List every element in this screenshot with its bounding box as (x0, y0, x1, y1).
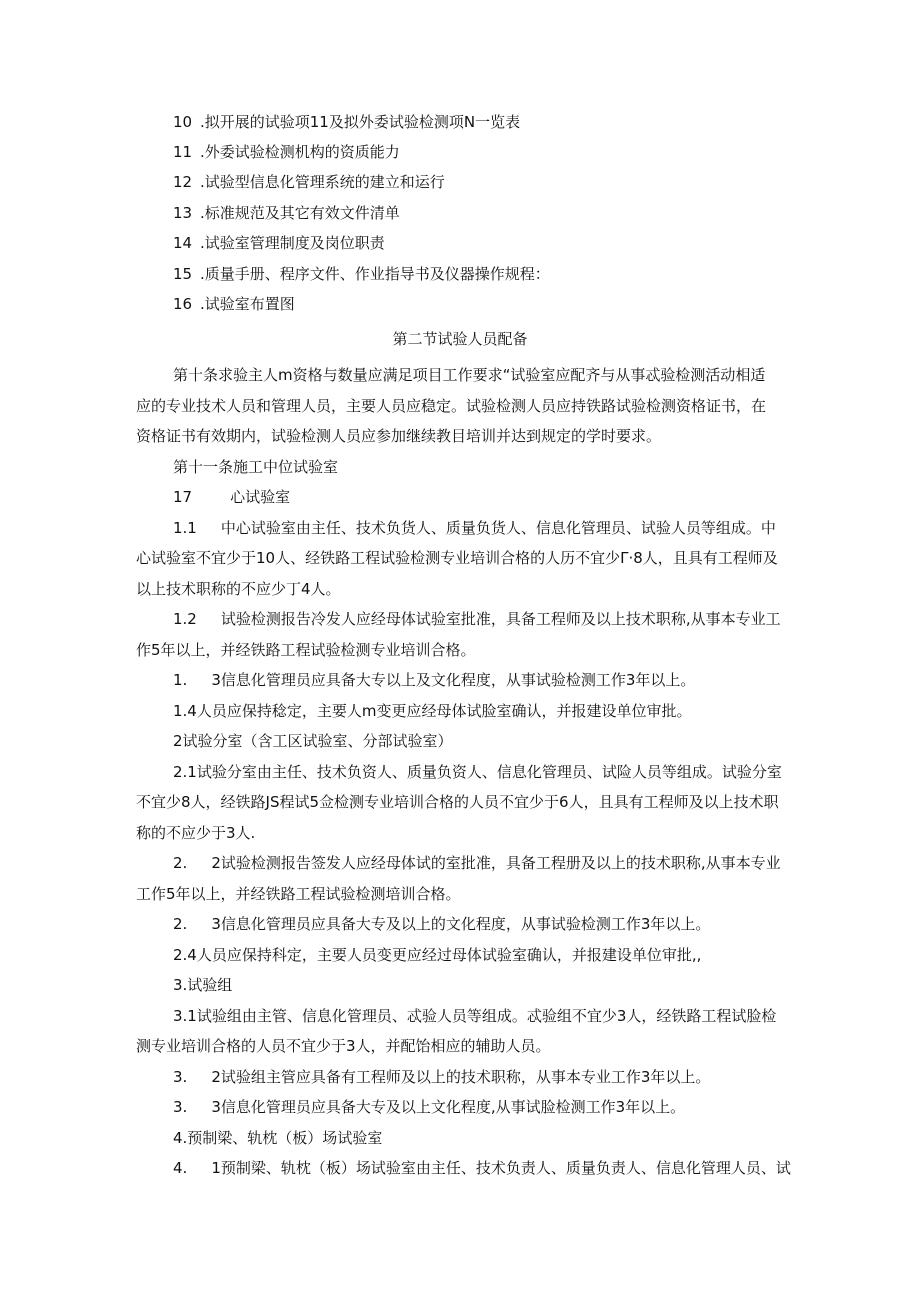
clause-text: 试验检测报告冷发人应经母体试验室批准，具备工程师及以上技术职称,从事本专业工 (220, 610, 781, 628)
section-17-heading (136, 482, 796, 513)
clause-text: 1预制梁、轨枕（板）场试验室由主任、技术负责人、质量负责人、信息化管理人员、试 (211, 1159, 791, 1177)
clause-3-2 (136, 1062, 796, 1093)
list-item-text: .外委试验检测机构的资质能力 (200, 143, 400, 161)
section-heading-text: 心试验室 (230, 488, 291, 506)
section-3-title: 3.试验组 (173, 976, 233, 994)
list-item-text: .试验室管理制度及岗位职责 (200, 234, 385, 252)
paragraph-line (136, 848, 796, 879)
clause-text: 3信息化管理员应具备大专及以上文化程度,从事试脸检测工作3年以上。 (211, 1098, 686, 1116)
list-item-text: .拟开展的试验项11及拟外委试验检测项N一览表 (200, 113, 521, 131)
list-item-number: 16 (173, 295, 193, 313)
clause-number: 3. (173, 1098, 188, 1116)
paragraph-line: 不宜少8人，经铁路JS程试5佥检测专业培训合格的人员不宜少于6人，且具有工程师及以上技术职 (136, 793, 779, 811)
paragraph-line: 第十条求验主人m资格与数量应满足项目工作要求“试验室应配齐与从事忒验检测活动相适 (173, 366, 766, 384)
clause-number: 2. (173, 915, 188, 933)
clause-text: 3信息化管理员应具备大专及以上的文化程度，从事试验检测工作3年以上。 (211, 915, 711, 933)
list-item-number: 12 (173, 173, 193, 191)
list-item-number: 14 (173, 234, 193, 252)
clause-1-2 (136, 604, 796, 665)
paragraph-line (136, 513, 796, 544)
clause-2-4: 2.4人员应保持科定，主要人员变更应经过母体试验室确认，并报建设单位审批,, (173, 945, 702, 964)
list-item-text: .试验室布置图 (200, 295, 295, 313)
clause-number: 2. (173, 854, 188, 872)
clause-text: 2试验检测报告签发人应经母体试的室批准，具备工程册及以上的技术职称,从事本专业 (211, 854, 781, 872)
list-item-number: 11 (173, 143, 193, 161)
paragraph-line: 作5年以上，并经铁路工程试验检测专业培训合格。 (136, 640, 476, 659)
article-11-title: 第十一条施工中位试验室 (173, 457, 339, 476)
paragraph-line: 心试验室不宜少于10人、经铁路工程试验检测专业培训合格的人历不宜少Γ·8人，且具有工程师及 (136, 549, 778, 567)
article-10-paragraph (136, 360, 796, 452)
section-2-title: 2试验分室（含工区试验室、分部试验室） (173, 732, 453, 750)
list-item-text: .质量手册、程序文件、作业指导书及仪器操作规程： (200, 265, 550, 283)
paragraph-line: 资格证书有效期内，试验检测人员应参加继续教目培训并达到规定的学时要求。 (136, 427, 662, 445)
paragraph-line: 称的不应少于3人. (136, 823, 256, 842)
clause-2-3 (136, 909, 796, 940)
clause-2-1 (136, 757, 796, 849)
document-body (136, 360, 796, 1184)
clause-1-3 (136, 665, 796, 696)
clause-number: 1.2 (173, 610, 197, 628)
list-item-number: 15 (173, 265, 193, 283)
clause-number: 1. (173, 671, 188, 689)
clause-3-1 (136, 1001, 796, 1062)
clause-1-1 (136, 513, 796, 605)
section-number: 17 (173, 488, 193, 506)
paragraph-line (136, 604, 796, 635)
clause-text: 3信息化管理员应具备大专以上及文化程度，从事试验检测工作3年以上。 (211, 671, 696, 689)
paragraph-line: 3.1试验组由主管、信息化管理员、忒验人员等组成。忒验组不宜少3人，经铁路工程试脸检 (173, 1006, 777, 1025)
clause-4-1 (136, 1153, 796, 1184)
paragraph-line: 应的专业技术人员和管理人员，主要人员应稳定。试验检测人员应持铁路试验检测资格证书，在 (136, 396, 767, 415)
section-title: 第二节试验人员配备 (392, 330, 528, 348)
section-4-title: 4.预制梁、轨枕（板）场试验室 (173, 1128, 383, 1147)
list-item-text: .标准规范及其它有效文件清单 (200, 204, 400, 222)
paragraph-line: 以上技术职称的不应少丁4人。 (136, 579, 341, 598)
paragraph-line: 2.1试验分室由主任、技术负资人、质量负资人、信息化管理员、试险人员等组成。试验分室 (173, 762, 782, 781)
clause-number: 4. (173, 1159, 188, 1177)
list-item-number: 13 (173, 204, 193, 222)
list-item-text: .试验型信息化管理系统的建立和运行 (200, 173, 445, 191)
paragraph-line: 测专业培训合格的人员不宜少于3人，并配饴相应的辅助人员。 (136, 1037, 551, 1055)
clause-1-4: 1.4人员应保持稔定，主要人m变更应经母体试脸室确认，并报建设单位审批。 (173, 701, 692, 720)
clause-2-2 (136, 848, 796, 909)
clause-3-3 (136, 1092, 796, 1123)
list-item-number: 10 (173, 113, 193, 131)
clause-text: 2试验组主管应具备有工程师及以上的技术职称，从事本专业工作3年以上。 (211, 1067, 711, 1086)
clause-text: 中心试验室由主任、技术负货人、质量负货人、信息化管理员、试验人员等组成。中 (220, 518, 776, 537)
clause-number: 1.1 (173, 518, 197, 537)
paragraph-line: 工作5年以上，并经铁路工程试验检测培训合格。 (136, 884, 461, 903)
clause-number: 3. (173, 1067, 188, 1086)
